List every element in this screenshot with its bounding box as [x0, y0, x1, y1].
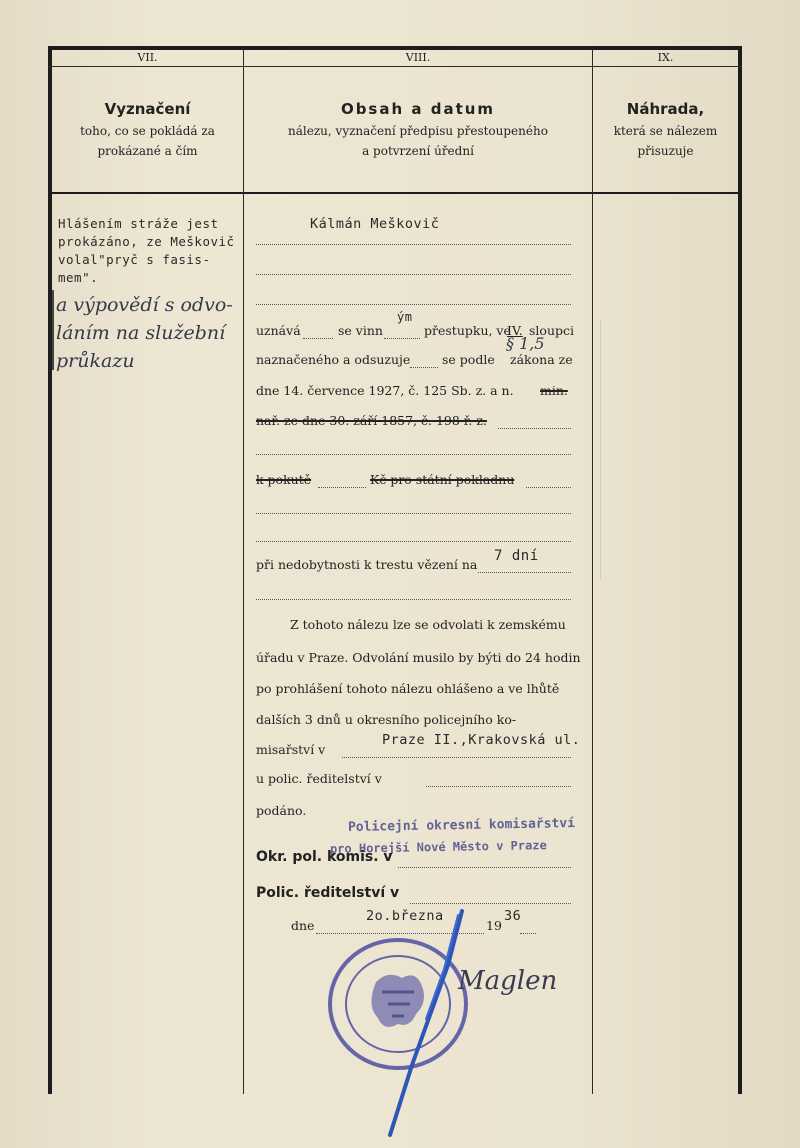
col7-subtitle-1: toho, co se pokládá za — [80, 124, 215, 138]
blank-line — [318, 486, 366, 488]
typed-left-line-2: prokázáno, ze Meškovič — [58, 234, 235, 249]
form-line-3: dne 14. července 1927, č. 125 Sb. z. a n. — [256, 383, 514, 398]
insert-paragraph: § 1,5 — [506, 334, 545, 353]
insert-column: IV. — [507, 323, 523, 338]
col9-subtitle-1: která se nálezem — [613, 124, 718, 138]
form-line-6: při nedobytnosti k trestu vězení na — [256, 557, 478, 572]
blank-line — [256, 512, 571, 514]
frame-top — [48, 46, 742, 50]
insert-ym: ým — [397, 310, 413, 324]
frame-right — [738, 48, 742, 1094]
blank-line — [384, 337, 420, 339]
blank-line — [256, 273, 571, 275]
appeal-line-7: podáno. — [256, 803, 307, 818]
form-line-2b: se podle — [442, 352, 495, 367]
blank-line — [256, 540, 571, 542]
office-stamp-line-1: Policejní okresní komisařství — [347, 816, 576, 835]
form-line-1b: se vinn — [338, 323, 383, 338]
form-line-1a: uznává — [256, 323, 301, 338]
form-line-1d: sloupci — [529, 323, 574, 338]
blank-line — [256, 453, 571, 455]
blank-line — [256, 243, 571, 245]
blank-line — [478, 571, 571, 573]
col9-subtitle-2: přisuzuje — [637, 144, 694, 158]
appeal-line-5: misařství v — [256, 742, 326, 757]
form-line-2a: naznačeného a odsuzuje — [256, 352, 411, 367]
blank-line — [256, 303, 571, 305]
col7-title: Vyznačení — [104, 100, 191, 118]
date-value: 2o.března — [366, 908, 444, 924]
col9-number: IX. — [657, 51, 674, 64]
blank-line — [256, 598, 571, 600]
frame-left — [48, 48, 52, 1094]
blank-line — [498, 427, 571, 429]
form-line-5-strike-a: k pokutě — [256, 472, 312, 487]
col8-subtitle-2: a potvrzení úřední — [362, 144, 474, 158]
appeal-line-3: po prohlášení tohoto nálezu ohlášeno a ve lhůtě — [256, 681, 560, 696]
date-year: 36 — [504, 908, 522, 924]
hand-left-line-1: a výpovědí s odvo- — [56, 294, 233, 316]
col7-number: VII. — [137, 51, 158, 64]
blue-pencil-mark — [360, 905, 480, 1145]
blank-line — [303, 337, 333, 339]
okr-label: Okr. pol. komis. v — [256, 849, 393, 865]
date-label: dne — [291, 918, 315, 933]
appeal-line-6: u polic. ředitelství v — [256, 771, 382, 786]
prison-term-value: 7 dní — [494, 548, 539, 564]
typed-left-line-4: mem". — [58, 270, 99, 285]
blank-line — [398, 866, 571, 868]
header-number-rule — [48, 66, 742, 67]
col7-subtitle-2: prokázané a čím — [97, 144, 198, 158]
col8-title: Obsah a datum — [340, 100, 496, 118]
col8-number: VIII. — [405, 51, 431, 64]
form-line-2c: zákona ze — [510, 352, 573, 367]
typed-left-line-3: volal"pryč s fasis- — [58, 252, 211, 267]
typed-left-line-1: Hlášením stráže jest — [58, 216, 219, 231]
offender-name: Kálmán Meškovič — [310, 216, 440, 232]
appeal-line-4: dalších 3 dnů u okresního policejního ko- — [256, 712, 517, 727]
col8-subtitle-1: nálezu, vyznačení předpisu přestoupeného — [288, 124, 548, 138]
bleed-through — [600, 320, 741, 580]
blank-line — [426, 785, 571, 787]
blank-line — [410, 902, 571, 904]
header-bottom-rule — [48, 192, 742, 194]
form-line-1c: přestupku, ve — [424, 323, 511, 338]
office-stamp-line-2: pro Horejší Nové Město v Praze — [329, 838, 547, 856]
hand-left-line-3: průkazu — [56, 350, 135, 372]
col-divider-1 — [243, 48, 244, 1094]
date-year-prefix: 19 — [486, 918, 502, 933]
blank-line — [526, 486, 571, 488]
col9-title: Náhrada, — [626, 100, 705, 118]
appeal-line-2: úřadu v Praze. Odvolání musilo by býti do 24 hodin — [256, 650, 581, 665]
blank-line — [410, 366, 438, 368]
appeal-line-1: Z tohoto nálezu lze se odvolati k zemskému — [290, 617, 566, 632]
signature: Maglen — [458, 966, 558, 996]
blank-line — [342, 756, 571, 758]
hand-left-line-2: láním na služební — [56, 322, 226, 344]
form-line-5-strike-b: Kč pro státní pokladnu — [370, 472, 515, 487]
appeal-office-value: Praze II.,Krakovská ul. — [382, 732, 581, 748]
polic-label: Polic. ředitelství v — [256, 885, 400, 901]
form-line-4-strike: nař. ze dne 30. září 1857, č. 198 ř. z. — [256, 413, 487, 428]
form-line-3-strike: min. — [540, 383, 568, 398]
col-divider-2 — [592, 48, 593, 1094]
blank-line — [520, 932, 536, 934]
